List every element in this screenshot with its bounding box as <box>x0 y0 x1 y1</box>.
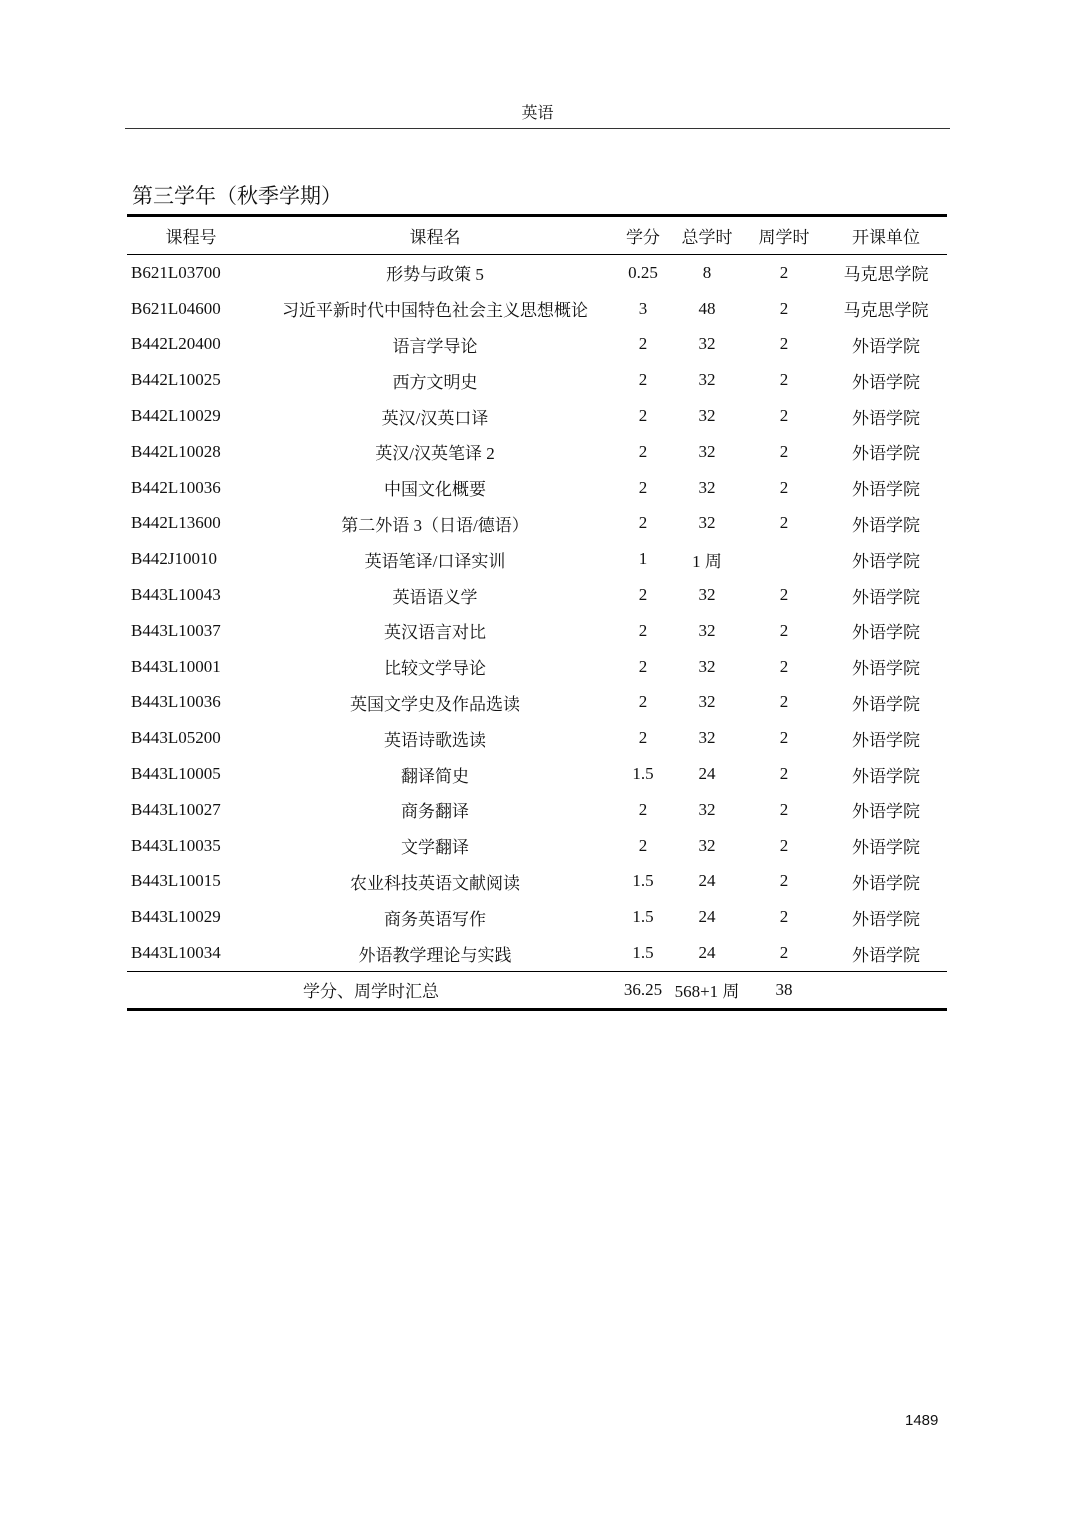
table-row <box>127 613 947 649</box>
weekly-hours-cell: 2 <box>779 441 789 461</box>
total-hours-cell: 24 <box>698 764 716 784</box>
table-row <box>127 935 947 971</box>
department-cell: 马克思学院 <box>843 265 929 285</box>
total-hours-cell: 32 <box>698 728 716 748</box>
weekly-hours-cell: 2 <box>779 871 789 891</box>
table-row <box>127 828 947 864</box>
table-row <box>127 434 947 470</box>
course-name-cell: 英语诗歌选读 <box>384 730 486 750</box>
weekly-hours-cell: 2 <box>779 835 789 855</box>
credits-cell: 1.5 <box>632 871 654 891</box>
course-code-cell: B443L10043 <box>131 585 221 605</box>
course-name-cell: 英汉语言对比 <box>384 623 486 643</box>
credits-cell: 2 <box>638 692 648 712</box>
weekly-hours-cell: 2 <box>779 477 789 497</box>
summary-department-empty <box>825 971 947 1009</box>
credits-cell: 1.5 <box>632 764 654 784</box>
total-hours-cell: 32 <box>698 656 716 676</box>
total-hours-cell: 32 <box>698 370 716 390</box>
weekly-hours-cell: 2 <box>779 513 789 533</box>
weekly-hours-cell: 2 <box>779 370 789 390</box>
total-hours-cell: 24 <box>698 943 716 963</box>
total-hours-cell: 32 <box>698 477 716 497</box>
course-code-cell: B443L10027 <box>131 799 221 819</box>
credits-cell: 2 <box>638 406 648 426</box>
total-hours-cell: 24 <box>698 871 716 891</box>
total-hours-cell: 32 <box>698 835 716 855</box>
department-cell: 外语学院 <box>852 372 920 392</box>
course-name-cell: 英语笔译/口译实训 <box>364 551 506 571</box>
header-course-code: 课程号 <box>165 228 217 247</box>
course-code-cell: B443L05200 <box>131 728 221 748</box>
course-name-cell: 西方文明史 <box>392 372 478 392</box>
total-hours-cell: 32 <box>698 692 716 712</box>
header-course-name: 课程名 <box>409 228 461 247</box>
table-row <box>127 864 947 900</box>
weekly-hours-cell: 2 <box>779 764 789 784</box>
credits-cell: 2 <box>638 656 648 676</box>
course-name-cell: 英汉/汉英笔译 2 <box>375 444 495 464</box>
department-cell: 外语学院 <box>852 694 920 714</box>
department-cell: 外语学院 <box>852 515 920 535</box>
credits-cell: 0.25 <box>628 262 658 282</box>
department-cell: 外语学院 <box>852 444 920 464</box>
table-row <box>127 255 947 291</box>
total-hours-cell: 32 <box>698 406 716 426</box>
department-cell: 外语学院 <box>852 551 920 571</box>
table-row <box>127 541 947 577</box>
credits-cell: 2 <box>638 835 648 855</box>
weekly-hours-cell: 2 <box>779 334 789 354</box>
course-code-cell: B443L10035 <box>131 835 221 855</box>
course-name-cell: 英汉/汉英口译 <box>381 408 489 428</box>
weekly-hours-cell: 2 <box>779 298 789 318</box>
total-hours-cell: 8 <box>702 262 712 282</box>
section-title: 第三学年（秋季学期） <box>132 184 342 208</box>
course-code-cell: B442L20400 <box>131 334 221 354</box>
course-code-cell: B443L10037 <box>131 620 221 640</box>
course-name-cell: 形势与政策 5 <box>386 265 484 285</box>
total-hours-cell: 48 <box>698 298 716 318</box>
table-header-row <box>127 216 947 255</box>
table-row <box>127 899 947 935</box>
credits-cell: 2 <box>638 513 648 533</box>
page-number: 1489 <box>905 1412 939 1429</box>
total-hours-cell: 32 <box>698 585 716 605</box>
course-name-cell: 中国文化概要 <box>384 480 486 500</box>
department-cell: 外语学院 <box>852 873 920 893</box>
table-row <box>127 792 947 828</box>
department-cell: 外语学院 <box>852 838 920 858</box>
total-hours-cell: 24 <box>698 907 716 927</box>
credits-cell: 2 <box>638 620 648 640</box>
department-cell: 外语学院 <box>852 730 920 750</box>
department-cell: 外语学院 <box>852 802 920 822</box>
header-total-hours: 总学时 <box>681 228 733 247</box>
summary-credits: 36.25 <box>615 971 671 1009</box>
summary-row <box>127 971 947 1009</box>
weekly-hours-cell: 2 <box>779 943 789 963</box>
course-code-cell: B442J10010 <box>131 549 217 569</box>
total-hours-cell: 32 <box>698 620 716 640</box>
credits-cell: 2 <box>638 799 648 819</box>
course-code-cell: B442L10036 <box>131 477 221 497</box>
credits-cell: 2 <box>638 477 648 497</box>
course-name-cell: 外语教学理论与实践 <box>358 945 512 965</box>
total-hours-cell: 32 <box>698 334 716 354</box>
course-code-cell: B442L10025 <box>131 370 221 390</box>
course-code-cell: B443L10015 <box>131 871 221 891</box>
department-cell: 外语学院 <box>852 909 920 929</box>
course-code-cell: B621L04600 <box>131 298 221 318</box>
weekly-hours-cell: 2 <box>779 728 789 748</box>
weekly-hours-cell: 2 <box>779 799 789 819</box>
weekly-hours-cell <box>743 541 825 577</box>
table-row <box>127 577 947 613</box>
course-code-cell: B443L10005 <box>131 764 221 784</box>
header-department: 开课单位 <box>852 228 920 247</box>
course-name-cell: 文学翻译 <box>401 838 469 858</box>
weekly-hours-cell: 2 <box>779 620 789 640</box>
credits-cell: 2 <box>638 728 648 748</box>
course-code-cell: B442L10028 <box>131 441 221 461</box>
credits-cell: 1.5 <box>632 907 654 927</box>
weekly-hours-cell: 2 <box>779 585 789 605</box>
credits-cell: 2 <box>638 441 648 461</box>
table-row <box>127 398 947 434</box>
course-name-cell: 商务英语写作 <box>384 909 486 929</box>
course-code-cell: B621L03700 <box>131 262 221 282</box>
department-cell: 外语学院 <box>852 408 920 428</box>
course-name-cell: 第二外语 3（日语/德语） <box>341 515 529 535</box>
table-row <box>127 685 947 721</box>
course-name-cell: 语言学导论 <box>392 336 478 356</box>
total-hours-cell: 32 <box>698 441 716 461</box>
course-name-cell: 习近平新时代中国特色社会主义思想概论 <box>282 301 588 321</box>
department-cell: 外语学院 <box>852 480 920 500</box>
course-code-cell: B443L10029 <box>131 907 221 927</box>
credits-cell: 2 <box>638 585 648 605</box>
summary-total-hours: 568+1 周 <box>671 971 743 1009</box>
weekly-hours-cell: 2 <box>779 907 789 927</box>
credits-cell: 3 <box>638 298 648 318</box>
department-cell: 外语学院 <box>852 945 920 965</box>
total-hours-cell: 32 <box>698 799 716 819</box>
table-row <box>127 470 947 506</box>
department-cell: 外语学院 <box>852 336 920 356</box>
course-name-cell: 英国文学史及作品选读 <box>350 694 520 714</box>
course-code-cell: B443L10034 <box>131 943 221 963</box>
department-cell: 外语学院 <box>852 623 920 643</box>
header-credits: 学分 <box>626 228 660 247</box>
course-name-cell: 英语语义学 <box>392 587 478 607</box>
department-cell: 外语学院 <box>852 766 920 786</box>
summary-label: 学分、周学时汇总 <box>127 971 615 1009</box>
course-code-cell: B442L13600 <box>131 513 221 533</box>
credits-cell: 2 <box>638 334 648 354</box>
table-row <box>127 327 947 363</box>
course-code-cell: B443L10036 <box>131 692 221 712</box>
course-table <box>127 214 947 1011</box>
course-code-cell: B442L10029 <box>131 406 221 426</box>
weekly-hours-cell: 2 <box>779 656 789 676</box>
department-cell: 马克思学院 <box>843 301 929 321</box>
department-cell: 外语学院 <box>852 659 920 679</box>
table-row <box>127 291 947 327</box>
table-row <box>127 720 947 756</box>
header-weekly-hours: 周学时 <box>758 228 810 247</box>
weekly-hours-cell: 2 <box>779 692 789 712</box>
total-hours-cell: 32 <box>698 513 716 533</box>
total-hours-cell: 1 周 <box>692 551 722 571</box>
summary-weekly-hours: 38 <box>743 971 825 1009</box>
credits-cell: 1 <box>638 549 648 569</box>
table-row <box>127 756 947 792</box>
course-name-cell: 农业科技英语文献阅读 <box>350 873 520 893</box>
table-row <box>127 506 947 542</box>
credits-cell: 2 <box>638 370 648 390</box>
table-row <box>127 362 947 398</box>
credits-cell: 1.5 <box>632 943 654 963</box>
course-name-cell: 商务翻译 <box>401 802 469 822</box>
course-code-cell: B443L10001 <box>131 656 221 676</box>
weekly-hours-cell: 2 <box>779 406 789 426</box>
running-head: 英语 <box>125 100 950 129</box>
department-cell: 外语学院 <box>852 587 920 607</box>
table-row <box>127 649 947 685</box>
course-name-cell: 翻译简史 <box>401 766 469 786</box>
weekly-hours-cell: 2 <box>779 262 789 282</box>
course-name-cell: 比较文学导论 <box>384 659 486 679</box>
